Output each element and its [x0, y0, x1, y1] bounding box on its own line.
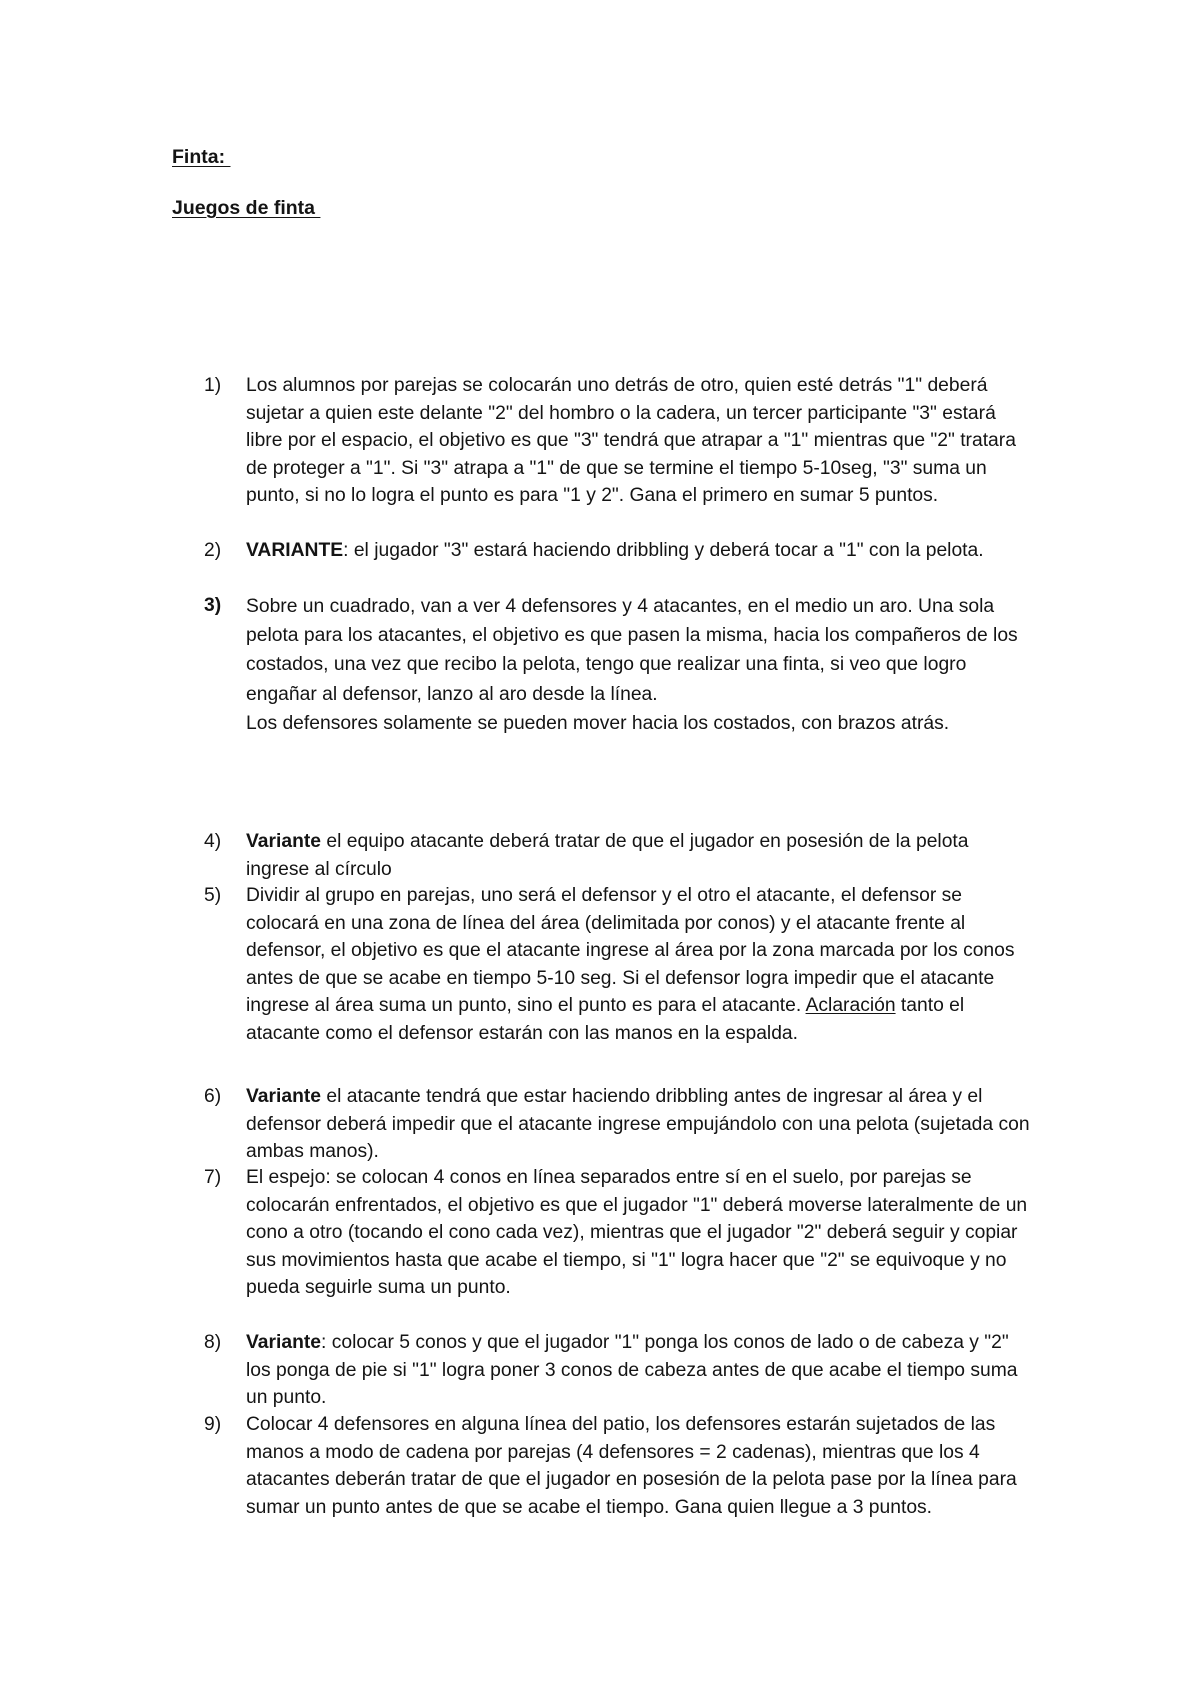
- list-item-text: Los alumnos por parejas se colocarán uno detrás de otro, quien esté detrás "1" deberá sujetar a quien este delante "2" del hombro o la cadera, un tercer participante "3" estará libre por el espacio, el objetivo es que "3" tendrá que atrapar a "1" mientras que "2" tratara de proteger a "1". Si "3" atrapa a "1" de que se termine el tiempo 5-10seg, "3" suma un punto, si no lo logra el punto es para "1 y 2". Gana el primero en sumar 5 puntos.: [246, 375, 1016, 506]
- list-item-text: el atacante tendrá que estar haciendo dribbling antes de ingresar al área y el defensor deberá impedir que el atacante ingrese empujándolo con una pelota (sujetada con ambas manos).: [246, 1086, 1030, 1162]
- list-item-text: : el jugador "3" estará haciendo dribbling y deberá tocar a "1" con la pelota.: [343, 540, 984, 561]
- list-item-body: [246, 1083, 1034, 1166]
- list-item: [204, 1164, 1034, 1302]
- list-item-number: 2): [204, 540, 222, 561]
- list-item-text-after: tanto el atacante como el defensor estarán con las manos en la espalda.: [246, 995, 965, 1044]
- list-item-number: 6): [204, 1086, 222, 1107]
- list-item-text: Colocar 4 defensores en alguna línea del patio, los defensores estarán sujetados de las manos a modo de cadena por parejas (4 defensores = 2 cadenas), mientras que los 4 atacantes deberán tratar de que el jugador en posesión de la pelota pase por la línea para sumar un punto antes de que se acabe el tiempo. Gana quien llegue a 3 puntos.: [246, 1414, 1017, 1518]
- list-item: [204, 537, 1034, 565]
- list-item-text: Dividir al grupo en parejas, uno será el defensor y el otro el atacante, el defensor se colocará en una zona de línea del área (delimitada por conos) y el atacante frente al defensor, el objetivo es que el atacante ingrese al área por la zona marcada por los conos antes de que se acabe en tiempo 5-10 seg. Si el defensor logra impedir que el atacante ingrese al área suma un punto, sino el punto es para el atacante.: [246, 885, 1015, 1016]
- variant-label: Variante: [246, 831, 322, 852]
- list-item-number: 8): [204, 1332, 222, 1353]
- list-item: [204, 372, 1034, 510]
- list-item-number: 7): [204, 1167, 222, 1188]
- list-item-text: Sobre un cuadrado, van a ver 4 defensores y 4 atacantes, en el medio un aro. Una sola pelota para los atacantes, el objetivo es que pasen la misma, hacia los compañeros de los costados, una vez que recibo la pelota, tengo que realizar una finta, si veo que logro engañar al defensor, lanzo al aro desde la línea.: [246, 596, 1018, 705]
- list-item-text: el equipo atacante deberá tratar de que el jugador en posesión de la pelota ingrese al círculo: [246, 831, 969, 880]
- list-item-body: [246, 537, 1034, 565]
- variant-label: Variante: [246, 1332, 322, 1353]
- list-item: [204, 828, 1034, 883]
- list-item: [204, 882, 1034, 1047]
- list-item: [204, 1083, 1034, 1166]
- page-subtitle: Juegos de finta: [172, 197, 321, 219]
- list-item-text-continued: Los defensores solamente se pueden mover hacia los costados, con brazos atrás.: [246, 712, 950, 734]
- list-item-number: 3): [204, 595, 222, 616]
- list-item-body: [246, 828, 1034, 883]
- clarification-label: Aclaración: [805, 995, 896, 1016]
- page-title: Finta:: [172, 146, 231, 168]
- list-item-body: [246, 1329, 1034, 1412]
- list-item-number: 1): [204, 375, 222, 396]
- list-item-number: 4): [204, 831, 222, 852]
- variant-label: Variante: [246, 1086, 322, 1107]
- list-item-body: [246, 882, 1034, 1047]
- list-item-text: : colocar 5 conos y que el jugador "1" ponga los conos de lado o de cabeza y "2" los ponga de pie si "1" logra poner 3 conos de cabeza antes de que acabe el tiempo suma un punto.: [246, 1332, 1018, 1408]
- list-item-number: 9): [204, 1414, 222, 1435]
- list-item: [204, 592, 1034, 738]
- list-item: [204, 1411, 1034, 1521]
- list-item-text: El espejo: se colocan 4 conos en línea separados entre sí en el suelo, por parejas se colocarán enfrentados, el objetivo es que el jugador "1" deberá moverse lateralmente de un cono a otro (tocando el cono cada vez), mientras que el jugador "2" deberá seguir y copiar sus movimientos hasta que acabe el tiempo, si "1" logra hacer que "2" se equivoque y no pueda seguirle suma un punto.: [246, 1167, 1028, 1298]
- variant-label: VARIANTE: [246, 540, 344, 561]
- list-item: [204, 1329, 1034, 1412]
- list-item-number: 5): [204, 885, 222, 906]
